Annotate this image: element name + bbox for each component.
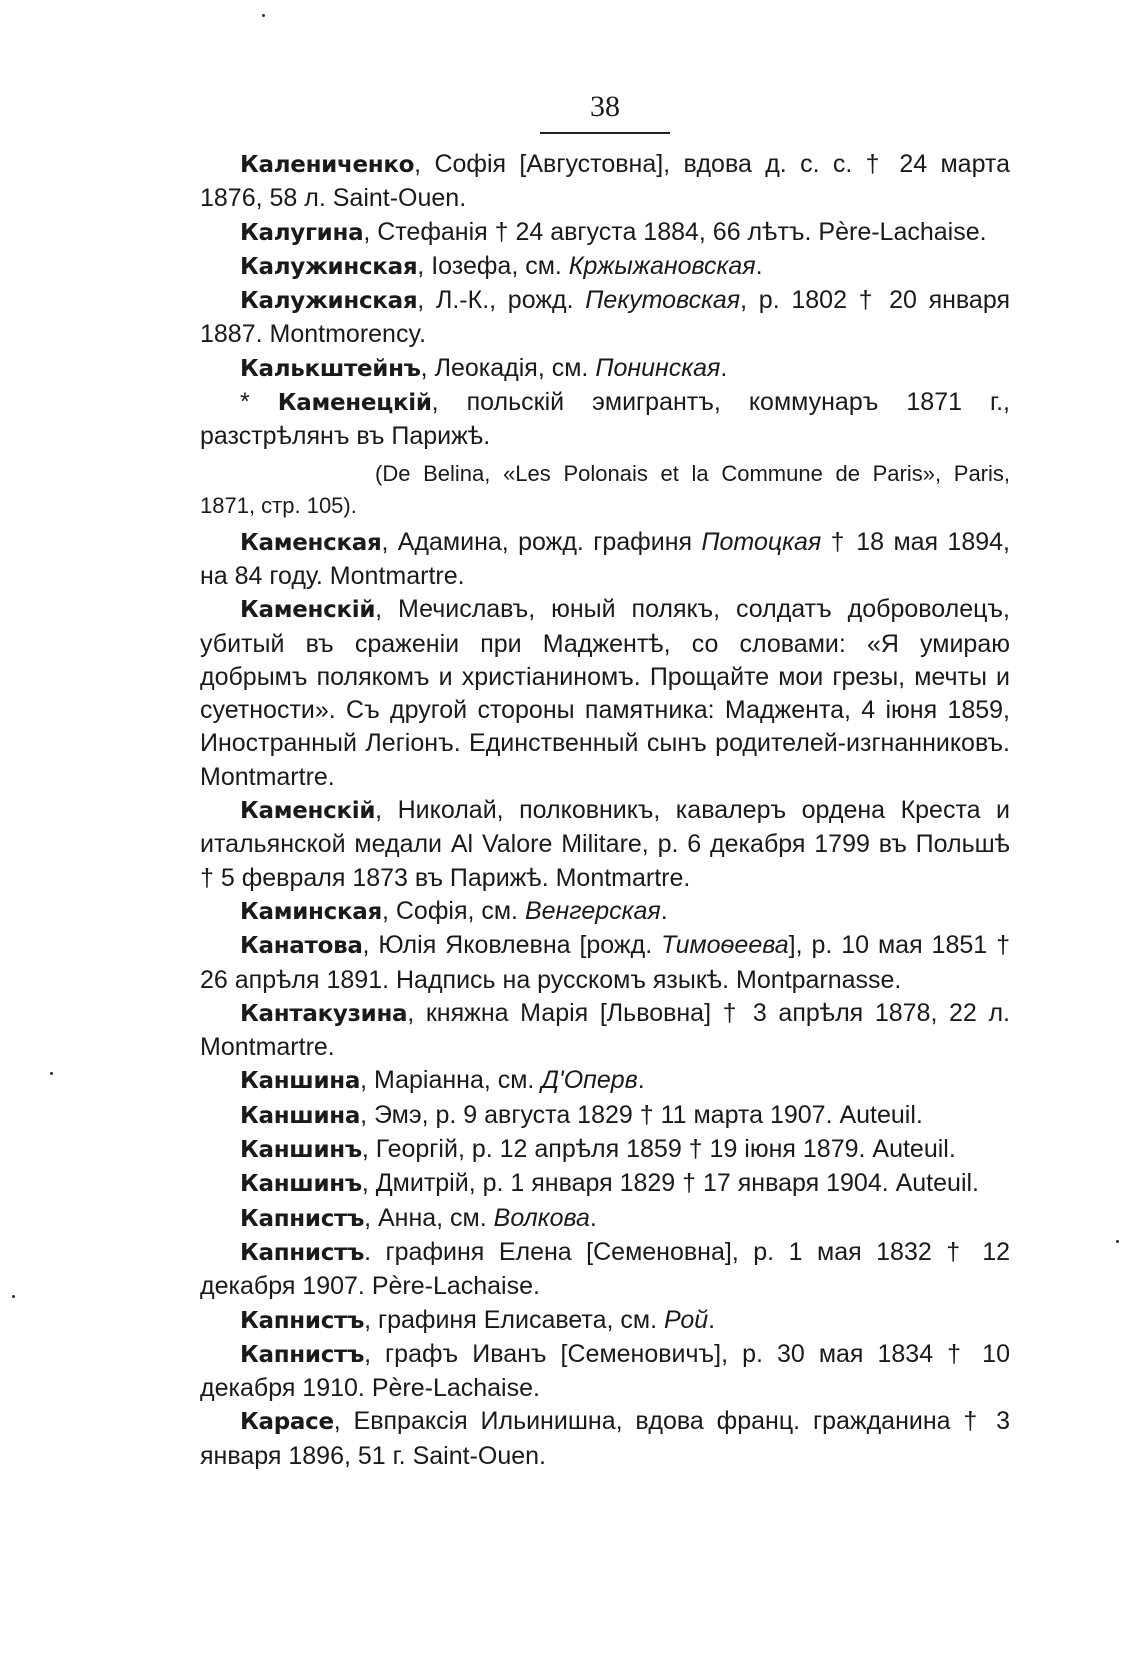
source-note: (De Belina, «Les Polonais et la Commune de Paris», Paris, 1871, стр. 105).: [200, 460, 1010, 518]
entry: * Каменецкій, польскій эмигрантъ, коммунаръ 1871 г., разстрѣлянъ въ Парижѣ.: [200, 388, 1011, 451]
page-number: 38: [590, 90, 620, 123]
cross-reference: Волкова: [493, 1203, 590, 1232]
cross-reference: Д'Оперв: [541, 1066, 638, 1095]
entry: Кантакузина, княжна Марія [Львовна] † 3 апрѣля 1878, 22 л. Montmartre.: [200, 998, 1010, 1062]
scan-speck: [50, 1072, 53, 1075]
entry: Каменскій, Мечиславъ, юный полякъ, солдатъ доброволецъ, убитый въ сраженіи при Маджентѣ, со словами: «Я умираю добрымъ полякомъ и христіаниномъ. Прощайте мои грезы, мечты и суетности». Съ другой стороны памятника: Маджента, 4 іюня 1859, Иностранный Легіонъ. Единственный сынъ родителей-изгнанниковъ. Montmartre.: [200, 595, 1010, 791]
entry: Капнистъ, графиня Елисавета, см. Рой.: [240, 1305, 716, 1334]
cross-reference: Пекутовская: [585, 286, 741, 315]
entry: Каменскій, Николай, полковникъ, кавалеръ ордена Креста и итальянской медали Al Valore Militare, р. 6 декабря 1799 въ Польшѣ † 5 февраля 1873 въ Парижѣ. Montmartre.: [200, 796, 1010, 892]
entry: Каншинъ, Георгій, р. 12 апрѣля 1859 † 19 іюня 1879. Auteuil.: [240, 1135, 956, 1164]
entry: Канатова, Юлія Яковлевна [рожд. Тимоѳеева], р. 10 мая 1851 † 26 апрѣля 1891. Надпись на русскомъ языкѣ. Montparnasse.: [200, 931, 1010, 994]
entries-column: [200, 148, 1010, 1473]
scan-speck: [262, 14, 265, 17]
entry: Капнистъ, графъ Иванъ [Семеновичъ], р. 30 мая 1834 † 10 декабря 1910. Père-Lachaise.: [200, 1339, 1010, 1403]
cross-reference: Рой: [663, 1305, 709, 1334]
scan-speck: [1116, 1240, 1119, 1243]
entry: Каншина, Маріанна, см. Д'Оперв.: [240, 1066, 645, 1095]
entry: Калугина, Стефанія † 24 августа 1884, 66 лѣтъ. Père-Lachaise.: [240, 217, 987, 246]
asterisk-mark: *: [240, 388, 278, 417]
entry: Каминская, Софія, см. Венгерская.: [240, 896, 668, 925]
cross-reference: Тимоѳеева: [661, 931, 789, 960]
entry: Карасе, Евпраксія Ильинишна, вдова франц. гражданина † 3 января 1896, 51 г. Saint-Ouen.: [200, 1407, 1010, 1470]
entry: Капнистъ, Анна, см. Волкова.: [240, 1203, 597, 1232]
entry: Калькштейнъ, Леокадія, см. Понинская.: [240, 353, 728, 382]
entry: Каншинъ, Дмитрій, р. 1 января 1829 † 17 января 1904. Auteuil.: [240, 1169, 979, 1198]
cross-reference: Понинская: [595, 353, 721, 382]
cross-reference: Кржыжановская: [568, 251, 756, 280]
page-number-rule: [540, 132, 670, 134]
scan-speck: [12, 1295, 15, 1298]
entry: Каншина, Эмэ, р. 9 августа 1829 † 11 марта 1907. Auteuil.: [240, 1100, 923, 1129]
entry: Калужинская, Іозефа, см. Кржыжановская.: [240, 251, 763, 280]
entry: Калениченко, Софія [Августовна], вдова д. с. с. † 24 марта 1876, 58 л. Saint-Ouen.: [200, 150, 1010, 213]
entry: Каменская, Адамина, рожд. графиня Потоцкая † 18 мая 1894, на 84 году. Montmartre.: [200, 527, 1010, 590]
cross-reference: Потоцкая: [701, 527, 822, 556]
entry: Калужинская, Л.-К., рожд. Пекутовская, р. 1802 † 20 января 1887. Montmorency.: [200, 286, 1010, 349]
entry: Капнистъ. графиня Елена [Семеновна], р. 1 мая 1832 † 12 декабря 1907. Père-Lachaise.: [200, 1237, 1010, 1301]
cross-reference: Венгерская: [524, 896, 661, 925]
